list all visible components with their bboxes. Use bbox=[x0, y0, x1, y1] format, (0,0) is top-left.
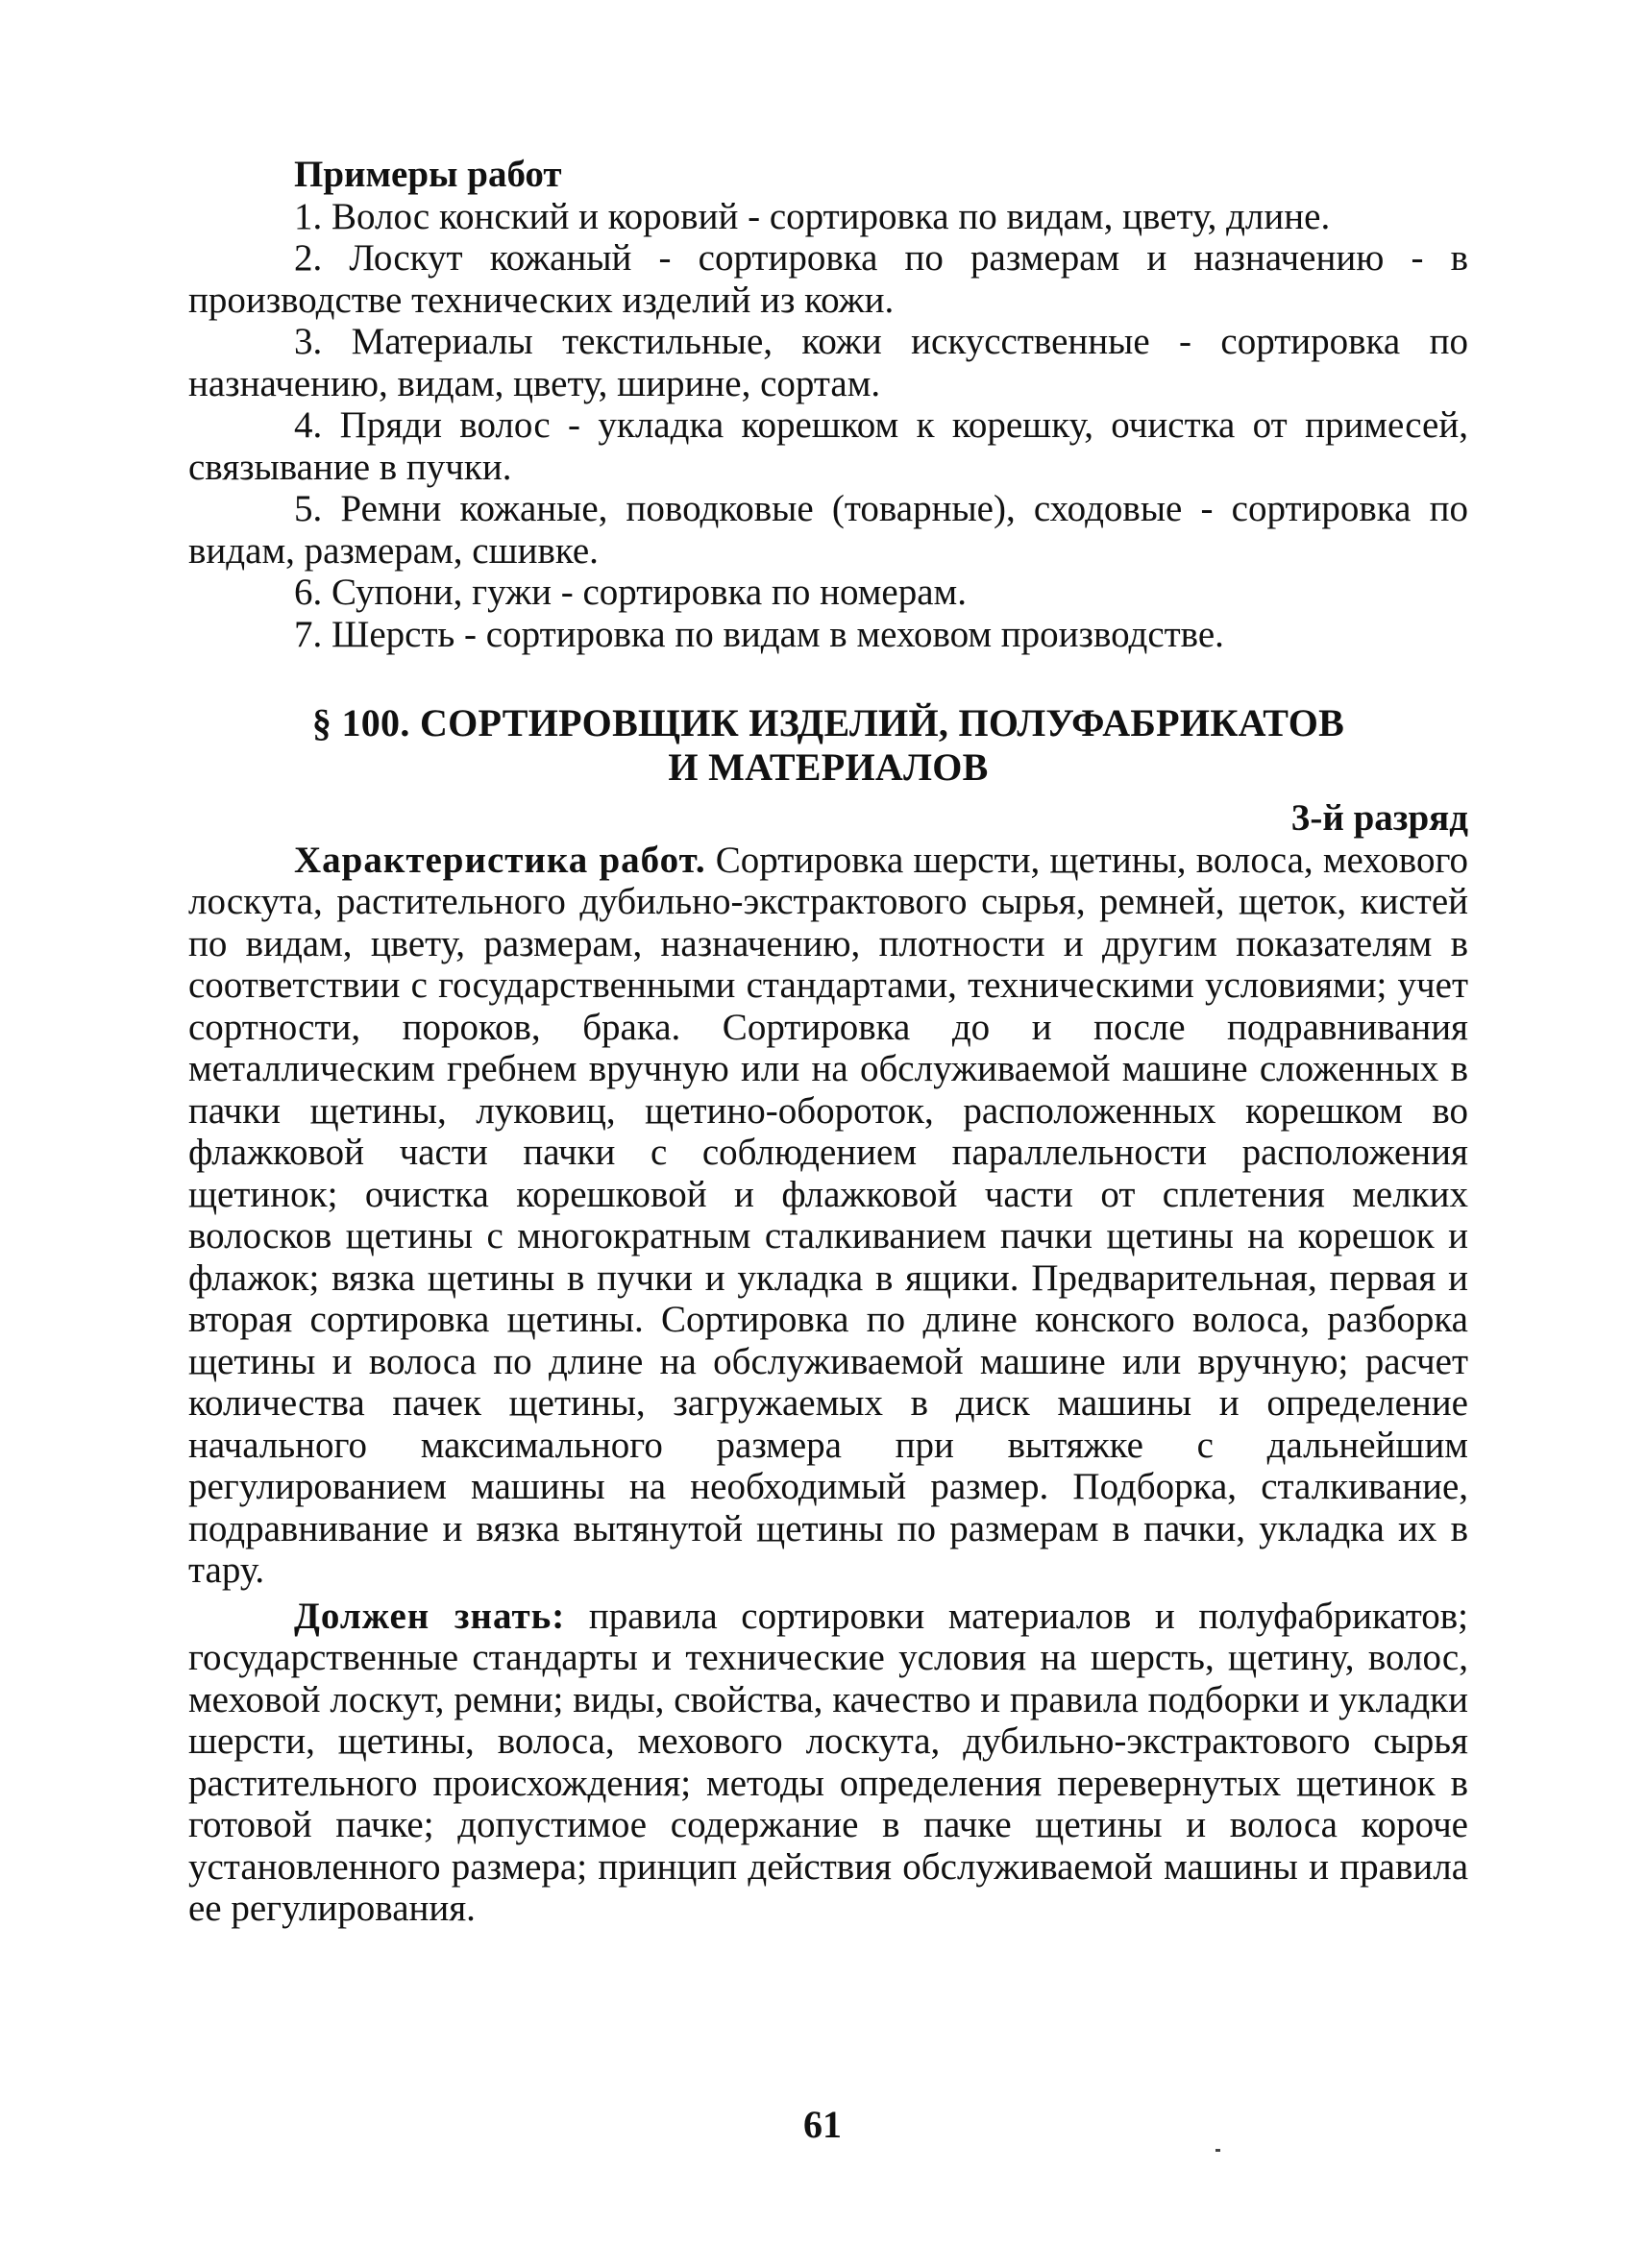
examples-heading: Примеры работ bbox=[294, 154, 562, 195]
example-item: 2. Лоскут кожаный - сортировка по размерам и назначению - в производстве технических изделий из кожи. bbox=[188, 237, 1468, 321]
knowledge-paragraph bbox=[188, 1596, 1468, 1930]
page-number: 61 bbox=[803, 2103, 842, 2146]
example-item: 6. Супони, гужи - сортировка по номерам. bbox=[294, 572, 967, 613]
example-item: 7. Шерсть - сортировка по видам в меховом производстве. bbox=[294, 613, 1224, 655]
example-item: 3. Материалы текстильные, кожи искусственные - сортировка по назначению, видам, цвету, ширине, сортам. bbox=[188, 321, 1468, 404]
example-item: 4. Пряди волос - укладка корешком к корешку, очистка от примесей, связывание в пучки. bbox=[188, 404, 1468, 488]
grade-label: 3-й разряд bbox=[1290, 797, 1468, 839]
knowledge-text: правила сортировки материалов и полуфабрикатов; государственные стандарты и технические условия на шерсть, щетину, волос, меховой лоскут, ремни; виды, свойства, качество и правила подборки и укладки шерсти, щетины, волоса, мехового лоскута, дубильно-экстрактового сырья растительного происхождения; методы определения перевернутых щетинок в готовой пачке; допустимое содержание в пачке щетины и волоса короче установленного размера; принцип действия обслуживаемой машины и правила ее регулирования. bbox=[188, 1595, 1468, 1929]
document-page bbox=[188, 154, 1468, 1930]
section-title-line-1: § 100. СОРТИРОВЩИК ИЗДЕЛИЙ, ПОЛУФАБРИКАТОВ bbox=[311, 701, 1345, 744]
example-item: 5. Ремни кожаные, поводковые (товарные), сходовые - сортировка по видам, размерам, сшивке. bbox=[188, 488, 1468, 572]
scan-speck bbox=[1215, 2149, 1220, 2152]
examples-list bbox=[188, 196, 1468, 656]
characteristics-text: Сортировка шерсти, щетины, волоса, мехового лоскута, растительного дубильно-экстрактового сырья, ремней, щеток, кистей по видам, цвету, размерам, назначению, плотности и другим показателям в соответствии с государственными стандартами, техническими условиями; учет сортности, пороков, брака. Сортировка до и после подравнивания металлическим гребнем вручную или на обслуживаемой машине сложенных в пачки щетины, луковиц, щетино-обороток, расположенных корешком во флажковой части пачки с соблюдением параллельности расположения щетинок; очистка корешковой и флажковой части от сплетения мелких волосков щетины с многократным сталкиванием пачки щетины на корешок и флажок; вязка щетины в пучки и укладка в ящики. Предварительная, первая и вторая сортировка щетины. Сортировка по длине конского волоса, разборка щетины и волоса по длине на обслуживаемой машине или вручную; расчет количества пачек щетины, загружаемых в диск машины и определение начального максимального размера при вытяжке с дальнейшим регулированием машины на необходимый размер. Подборка, сталкивание, подравнивание и вязка вытянутой щетины по размерам в пачки, укладка их в тару. bbox=[188, 839, 1468, 1591]
example-item: 1. Волос конский и коровий - сортировка по видам, цвету, длине. bbox=[294, 195, 1331, 237]
section-title bbox=[188, 701, 1468, 790]
section-title-line-2: И МАТЕРИАЛОВ bbox=[668, 745, 989, 789]
characteristics-paragraph bbox=[188, 840, 1468, 1592]
characteristics-label: Характеристика работ. bbox=[294, 839, 706, 881]
knowledge-label: Должен знать: bbox=[294, 1595, 566, 1637]
